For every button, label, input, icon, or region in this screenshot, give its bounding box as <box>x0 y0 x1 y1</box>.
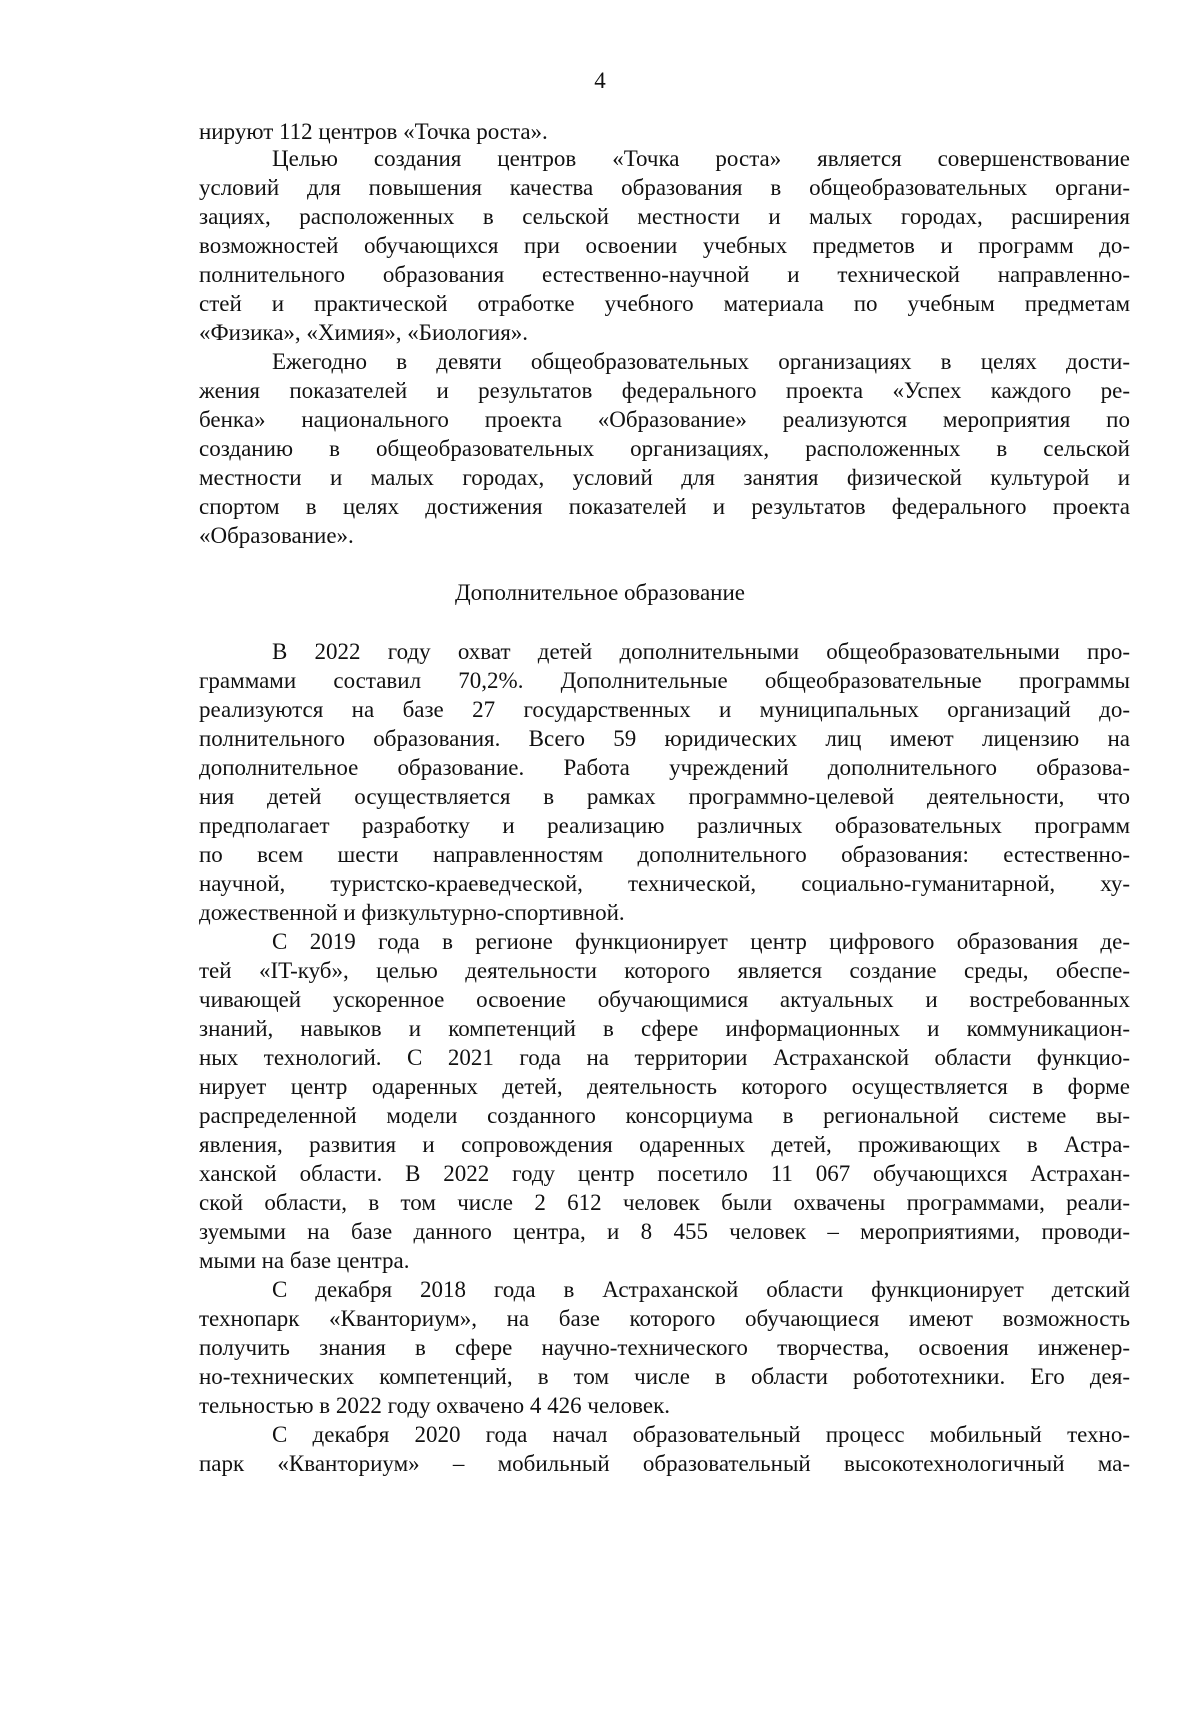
text-line: технопарк «Кванториум», на базе которого обучающиеся имеют возможность <box>199 1306 1130 1331</box>
text-line: ных технологий. С 2021 года на территории Астраханской области функцио- <box>199 1045 1130 1070</box>
text-line: местности и малых городах, условий для занятия физической культурой и <box>199 465 1130 490</box>
text-line: ской области, в том числе 2 612 человек были охвачены программами, реали- <box>199 1190 1130 1215</box>
text-line: спортом в целях достижения показателей и результатов федерального проекта <box>199 494 1130 519</box>
text-line: дополнительное образование. Работа учреждений дополнительного образова- <box>199 755 1130 780</box>
text-line: предполагает разработку и реализацию различных образовательных программ <box>199 813 1130 838</box>
text-line: тельностью в 2022 году охвачено 4 426 человек. <box>199 1393 671 1418</box>
text-line: научной, туристско-краеведческой, технической, социально-гуманитарной, ху- <box>199 871 1130 896</box>
text-line: получить знания в сфере научно-технического творчества, освоения инженер- <box>199 1335 1130 1360</box>
text-line: по всем шести направленностям дополнительного образования: естественно- <box>199 842 1130 867</box>
text-line: бенка» национального проекта «Образование» реализуются мероприятия по <box>199 407 1130 432</box>
page-number: 4 <box>594 68 606 93</box>
text-line: Ежегодно в девяти общеобразовательных организациях в целях дости- <box>272 349 1130 374</box>
text-line: созданию в общеобразовательных организациях, расположенных в сельской <box>199 436 1130 461</box>
text-line: полнительного образования. Всего 59 юридических лиц имеют лицензию на <box>199 726 1130 751</box>
text-line: С декабря 2020 года начал образовательный процесс мобильный техно- <box>272 1422 1130 1447</box>
text-line: возможностей обучающихся при освоении учебных предметов и программ до- <box>199 233 1130 258</box>
text-line: явления, развития и сопровождения одаренных детей, проживающих в Астра- <box>199 1132 1130 1157</box>
section-heading: Дополнительное образование <box>454 580 745 605</box>
text-line: распределенной модели созданного консорциума в региональной системе вы- <box>199 1103 1130 1128</box>
text-line: С декабря 2018 года в Астраханской области функционирует детский <box>272 1277 1130 1302</box>
text-line: Целью создания центров «Точка роста» является совершенствование <box>272 146 1130 171</box>
text-line: В 2022 году охват детей дополнительными общеобразовательными про- <box>272 639 1130 664</box>
text-line: знаний, навыков и компетенций в сфере информационных и коммуникацион- <box>199 1016 1130 1041</box>
text-line: мыми на базе центра. <box>199 1248 410 1273</box>
text-line: дожественной и физкультурно-спортивной. <box>199 900 625 925</box>
text-line: зациях, расположенных в сельской местности и малых городах, расширения <box>199 204 1130 229</box>
text-line: зуемыми на базе данного центра, и 8 455 человек – мероприятиями, проводи- <box>199 1219 1130 1244</box>
text-line: «Образование». <box>199 523 354 548</box>
text-line: стей и практической отработке учебного материала по учебным предметам <box>199 291 1130 316</box>
text-line: нирует центр одаренных детей, деятельность которого осуществляется в форме <box>199 1074 1130 1099</box>
text-line: С 2019 года в регионе функционирует центр цифрового образования де- <box>272 929 1130 954</box>
text-line: реализуются на базе 27 государственных и муниципальных организаций до- <box>199 697 1130 722</box>
text-line: условий для повышения качества образования в общеобразовательных органи- <box>199 175 1130 200</box>
text-line: ханской области. В 2022 году центр посетило 11 067 обучающихся Астрахан- <box>199 1161 1130 1186</box>
text-line: парк «Кванториум» – мобильный образовательный высокотехнологичный ма- <box>199 1451 1130 1476</box>
text-line: полнительного образования естественно-научной и технической направленно- <box>199 262 1130 287</box>
text-line: жения показателей и результатов федерального проекта «Успех каждого ре- <box>199 378 1130 403</box>
text-line: граммами составил 70,2%. Дополнительные общеобразовательные программы <box>199 668 1130 693</box>
text-line: но-технических компетенций, в том числе в области робототехники. Его дея- <box>199 1364 1130 1389</box>
text-line: тей «IT-куб», целью деятельности которого является создание среды, обеспе- <box>199 958 1130 983</box>
text-line: ния детей осуществляется в рамках программно-целевой деятельности, что <box>199 784 1130 809</box>
text-line: чивающей ускоренное освоение обучающимися актуальных и востребованных <box>199 987 1130 1012</box>
text-line: «Физика», «Химия», «Биология». <box>199 320 529 345</box>
text-line: нируют 112 центров «Точка роста». <box>199 119 548 144</box>
